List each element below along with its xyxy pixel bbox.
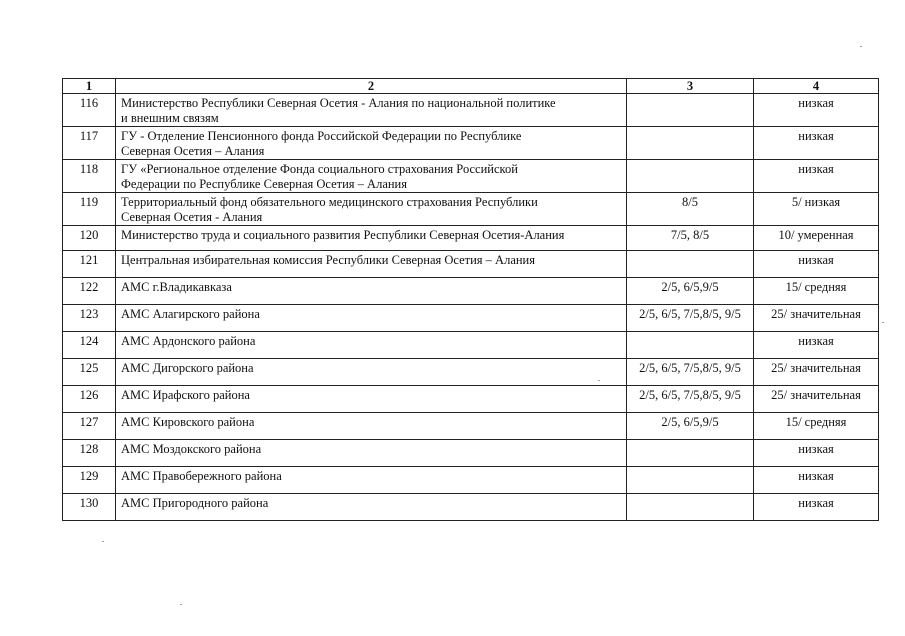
row-number: 127 bbox=[63, 413, 116, 440]
table-body bbox=[63, 94, 879, 521]
risk-codes bbox=[627, 332, 754, 359]
organization-name: АМС Дигорского района bbox=[116, 359, 627, 386]
table-row bbox=[63, 278, 879, 305]
row-number: 124 bbox=[63, 332, 116, 359]
risk-codes: 7/5, 8/5 bbox=[627, 226, 754, 251]
risk-level: 15/ средняя bbox=[754, 278, 879, 305]
risk-codes bbox=[627, 160, 754, 193]
risk-level: 25/ значительная bbox=[754, 305, 879, 332]
table-row bbox=[63, 359, 879, 386]
scan-speck bbox=[598, 380, 600, 381]
risk-codes: 2/5, 6/5, 7/5,8/5, 9/5 bbox=[627, 386, 754, 413]
risk-codes bbox=[627, 127, 754, 160]
table-row bbox=[63, 226, 879, 251]
risk-level: низкая bbox=[754, 332, 879, 359]
row-number: 125 bbox=[63, 359, 116, 386]
organization-name: Министерство Республики Северная Осетия - Алания по национальной политике и внешним связям bbox=[116, 94, 627, 127]
organization-name: ГУ - Отделение Пенсионного фонда Российской Федерации по Республике Северная Осетия – Алания bbox=[116, 127, 627, 160]
risk-codes: 2/5, 6/5, 7/5,8/5, 9/5 bbox=[627, 359, 754, 386]
risk-level: 25/ значительная bbox=[754, 359, 879, 386]
table-row bbox=[63, 386, 879, 413]
risk-codes bbox=[627, 94, 754, 127]
row-number: 120 bbox=[63, 226, 116, 251]
table-row bbox=[63, 127, 879, 160]
row-number: 129 bbox=[63, 467, 116, 494]
header-col-2: 2 bbox=[116, 79, 627, 94]
table-row bbox=[63, 305, 879, 332]
header-col-3: 3 bbox=[627, 79, 754, 94]
organization-name: АМС Алагирского района bbox=[116, 305, 627, 332]
risk-level: низкая bbox=[754, 440, 879, 467]
row-number: 122 bbox=[63, 278, 116, 305]
organization-name: АМС Пригородного района bbox=[116, 494, 627, 521]
organization-name: АМС Моздокского района bbox=[116, 440, 627, 467]
table-row bbox=[63, 251, 879, 278]
risk-codes bbox=[627, 251, 754, 278]
organization-name: Территориальный фонд обязательного медицинского страхования Республики Северная Осетия - Алания bbox=[116, 193, 627, 226]
scan-speck bbox=[860, 46, 862, 47]
table-row bbox=[63, 494, 879, 521]
scan-speck bbox=[882, 322, 884, 323]
risk-codes bbox=[627, 467, 754, 494]
organization-name: АМС Ирафского района bbox=[116, 386, 627, 413]
row-number: 128 bbox=[63, 440, 116, 467]
row-number: 130 bbox=[63, 494, 116, 521]
risk-codes: 2/5, 6/5,9/5 bbox=[627, 278, 754, 305]
risk-level: 15/ средняя bbox=[754, 413, 879, 440]
table-row bbox=[63, 332, 879, 359]
risk-codes bbox=[627, 440, 754, 467]
table-row bbox=[63, 467, 879, 494]
risk-level: низкая bbox=[754, 94, 879, 127]
risk-level: низкая bbox=[754, 467, 879, 494]
organization-name: АМС Правобережного района bbox=[116, 467, 627, 494]
row-number: 123 bbox=[63, 305, 116, 332]
row-number: 126 bbox=[63, 386, 116, 413]
scan-speck bbox=[180, 604, 182, 605]
risk-level: 10/ умеренная bbox=[754, 226, 879, 251]
organization-name: АМС Ардонского района bbox=[116, 332, 627, 359]
risk-level: низкая bbox=[754, 251, 879, 278]
header-col-1: 1 bbox=[63, 79, 116, 94]
risk-codes: 8/5 bbox=[627, 193, 754, 226]
table-row bbox=[63, 94, 879, 127]
organization-name: Центральная избирательная комиссия Республики Северная Осетия – Алания bbox=[116, 251, 627, 278]
risk-level: 25/ значительная bbox=[754, 386, 879, 413]
risk-level: низкая bbox=[754, 160, 879, 193]
risk-codes: 2/5, 6/5, 7/5,8/5, 9/5 bbox=[627, 305, 754, 332]
risk-level: 5/ низкая bbox=[754, 193, 879, 226]
table-row bbox=[63, 160, 879, 193]
table-row bbox=[63, 440, 879, 467]
row-number: 119 bbox=[63, 193, 116, 226]
organization-name: АМС Кировского района bbox=[116, 413, 627, 440]
row-number: 117 bbox=[63, 127, 116, 160]
header-col-4: 4 bbox=[754, 79, 879, 94]
risk-level: низкая bbox=[754, 127, 879, 160]
table-header bbox=[63, 79, 879, 94]
organization-name: ГУ «Региональное отделение Фонда социального страхования Российской Федерации по Республике Северная Осетия – Алания bbox=[116, 160, 627, 193]
organization-name: Министерство труда и социального развития Республики Северная Осетия-Алания bbox=[116, 226, 627, 251]
row-number: 118 bbox=[63, 160, 116, 193]
scan-speck bbox=[102, 541, 104, 542]
risk-level: низкая bbox=[754, 494, 879, 521]
risk-table bbox=[62, 78, 879, 521]
row-number: 116 bbox=[63, 94, 116, 127]
table-row bbox=[63, 413, 879, 440]
table-row bbox=[63, 193, 879, 226]
risk-codes bbox=[627, 494, 754, 521]
risk-codes: 2/5, 6/5,9/5 bbox=[627, 413, 754, 440]
organization-name: АМС г.Владикавказа bbox=[116, 278, 627, 305]
row-number: 121 bbox=[63, 251, 116, 278]
header-row bbox=[63, 79, 879, 94]
